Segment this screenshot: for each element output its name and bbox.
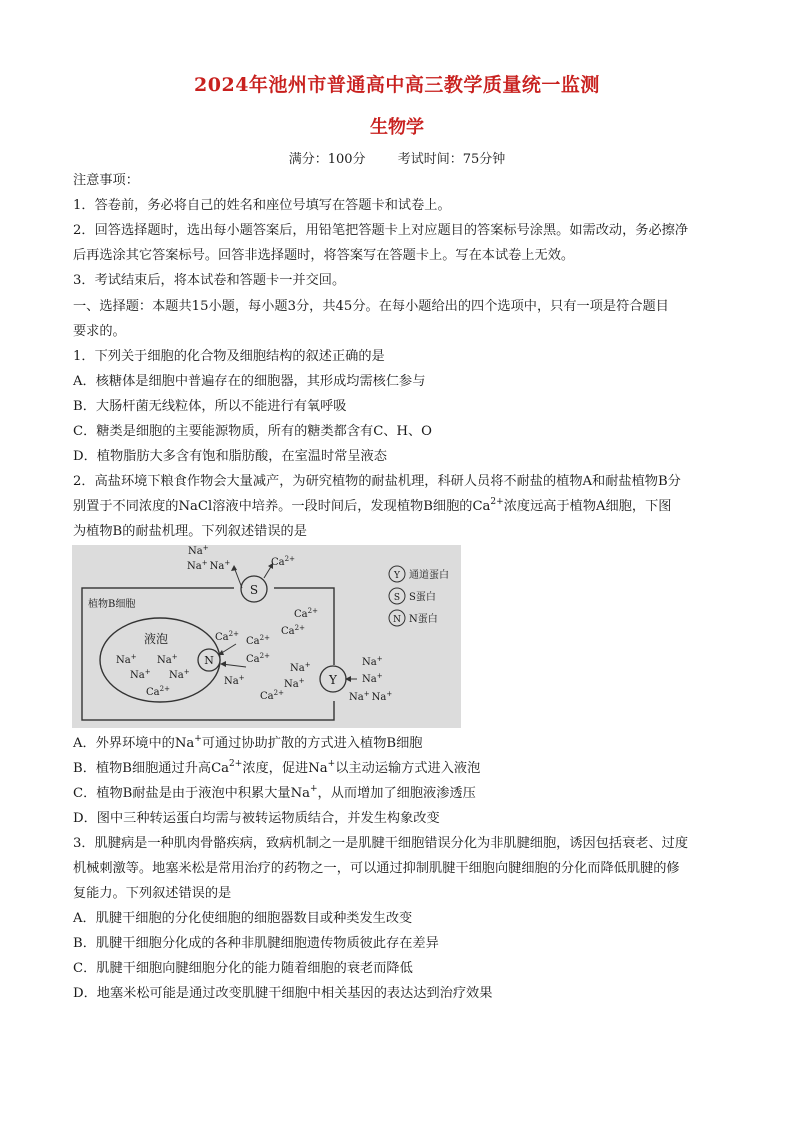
s-na-out-arrowhead xyxy=(231,565,237,571)
ion-label: Na+ Na+ xyxy=(187,559,231,572)
q2-a-sup: + xyxy=(194,734,202,744)
ion-label: Na+ xyxy=(130,668,151,681)
s-protein-label: S xyxy=(249,583,259,597)
q3-stem-line-3: 复能力。下列叙述错误的是 xyxy=(73,886,232,901)
q1-option-d: D．植物脂肪大多含有饱和脂肪酸，在室温时常呈液态 xyxy=(73,449,387,464)
exam-meta xyxy=(0,148,794,167)
notice-item-1: 1．答卷前，务必将自己的姓名和座位号填写在答题卡和试卷上。 xyxy=(73,198,451,213)
q2-b-text-2: 浓度，促进Na xyxy=(242,761,328,776)
notice-heading: 注意事项： xyxy=(73,173,139,188)
q2-option-c xyxy=(73,782,723,807)
n-protein-label: N xyxy=(204,654,214,667)
cell-label: 植物B细胞 xyxy=(88,599,136,610)
q3-option-a: A．肌腱干细胞的分化使细胞的细胞器数目或种类发生改变 xyxy=(73,911,413,926)
q2-b-text-3: 以主动运输方式进入液泡 xyxy=(335,761,481,776)
legend-y-text: 通道蛋白 xyxy=(409,570,449,581)
ion-label: $Ca^{2+}$ xyxy=(246,634,270,647)
ion-label: Na+ xyxy=(362,655,383,668)
q2-stem-line-3: 为植物B的耐盐机理。下列叙述错误的是 xyxy=(73,524,307,539)
q2-c-text-1: C．植物B耐盐是由于液泡中积累大量Na xyxy=(73,786,310,801)
legend-s-text: S蛋白 xyxy=(409,592,436,603)
ion-label: $Ca^{2+}$ xyxy=(294,607,318,620)
ion-label: $Ca^{2+}$ xyxy=(146,685,170,698)
q3-stem-line-2: 机械刺激等。地塞米松是常用治疗的药物之一，可以通过抑制肌腱干细胞向腱细胞的分化而降低肌腱的修 xyxy=(73,861,680,876)
legend-y-letter: Y xyxy=(394,571,400,581)
q2-b-text-1: B．植物B细胞通过升高Ca xyxy=(73,761,230,776)
n-na-arrowhead xyxy=(220,661,226,667)
ion-label: Na+ xyxy=(290,661,311,674)
q1-option-c: C．糖类是细胞的主要能源物质，所有的糖类都含有C、H、O xyxy=(73,424,432,439)
ion-label: Na+ xyxy=(188,545,209,557)
ion-label: Na+ xyxy=(284,677,305,690)
q2-b-sup-1: 2+ xyxy=(229,759,243,769)
ion-label: Na+ xyxy=(116,653,137,666)
q3-stem-line-1: 3．肌腱病是一种肌肉骨骼疾病，致病机制之一是肌腱干细胞错误分化为非肌腱细胞，诱因包括衰老、过度 xyxy=(73,836,689,851)
q2-c-sup: + xyxy=(310,784,318,794)
q2-a-text-2: 可通过协助扩散的方式进入植物B细胞 xyxy=(201,736,423,751)
legend-n-text: N蛋白 xyxy=(409,614,438,625)
ion-label: $Ca^{2+}$ xyxy=(281,624,305,637)
diagram-legend xyxy=(389,566,449,626)
full-score: 满分：100分 xyxy=(288,152,366,167)
ion-label: Na+ Na+ xyxy=(349,690,393,703)
salt-tolerance-diagram xyxy=(72,545,461,728)
ion-label: $Ca^{2+}$ xyxy=(271,555,295,568)
q3-option-b: B．肌腱干细胞分化成的各种非肌腱细胞遗传物质彼此存在差异 xyxy=(73,936,439,951)
section-1-intro-line-1: 一、选择题：本题共15小题，每小题3分，共45分。在每小题给出的四个选项中，只有一项是符合题目 xyxy=(73,299,669,314)
q2-option-d: D．图中三种转运蛋白均需与被转运物质结合，并发生构象改变 xyxy=(73,811,440,826)
exam-time: 考试时间：75分钟 xyxy=(397,152,506,167)
notice-item-2-line-2: 后再选涂其它答案标号。回答非选择题时，将答案写在答题卡上。写在本试卷上无效。 xyxy=(73,248,575,263)
notice-item-2-line-1: 2．回答选择题时，选出每小题答案后，用铅笔把答题卡上对应题目的答案标号涂黑。如需改动，务必擦净 xyxy=(73,223,689,238)
q2-option-b xyxy=(73,757,723,782)
q2-b-sup-2: + xyxy=(327,759,336,769)
q1-option-b: B．大肠杆菌无线粒体，所以不能进行有氧呼吸 xyxy=(73,399,347,414)
ion-label: $Ca^{2+}$ xyxy=(246,652,270,665)
q2-l2-sup: 2+ xyxy=(490,497,504,507)
ion-label: Na+ xyxy=(224,674,245,687)
ion-label: $Ca^{2+}$ xyxy=(260,689,284,702)
q3-option-c: C．肌腱干细胞向腱细胞分化的能力随着细胞的衰老而降低 xyxy=(73,961,413,976)
q1-stem: 1．下列关于细胞的化合物及细胞结构的叙述正确的是 xyxy=(73,349,385,364)
exam-title: 2024年池州市普通高中高三教学质量统一监测 xyxy=(194,74,600,96)
ion-label: Na+ xyxy=(169,668,190,681)
ion-label: Na+ xyxy=(362,672,383,685)
q2-c-text-2: ，从而增加了细胞液渗透压 xyxy=(317,786,476,801)
notice-item-3: 3．考试结束后，将本试卷和答题卡一并交回。 xyxy=(73,273,346,288)
section-1-intro-line-2: 要求的。 xyxy=(73,324,126,339)
ion-label: $Ca^{2+}$ xyxy=(215,630,239,643)
legend-n-letter: N xyxy=(393,615,401,625)
q2-stem-line-2 xyxy=(73,495,723,520)
q2-option-a xyxy=(73,732,723,757)
q3-option-d: D．地塞米松可能是通过改变肌腱干细胞中相关基因的表达达到治疗效果 xyxy=(73,986,493,1001)
q2-l2-text-2: 浓度远高于植物A细胞，下图 xyxy=(503,499,672,514)
subject-title: 生物学 xyxy=(370,117,424,138)
q2-a-text-1: A．外界环境中的Na xyxy=(73,736,195,751)
ion-label: Na+ xyxy=(157,653,178,666)
y-protein-label: Y xyxy=(329,673,337,687)
q1-option-a: A．核糖体是细胞中普遍存在的细胞器，其形成均需核仁参与 xyxy=(73,374,426,389)
q2-stem-line-1: 2．高盐环境下粮食作物会大量减产，为研究植物的耐盐机理，科研人员将不耐盐的植物A和耐盐植物B分 xyxy=(73,474,681,489)
q2-l2-text-1: 别置于不同浓度的NaCl溶液中培养。一段时间后，发现植物B细胞的Ca xyxy=(73,499,491,514)
legend-s-letter: S xyxy=(393,593,401,603)
vacuole-label: 液泡 xyxy=(144,632,169,646)
